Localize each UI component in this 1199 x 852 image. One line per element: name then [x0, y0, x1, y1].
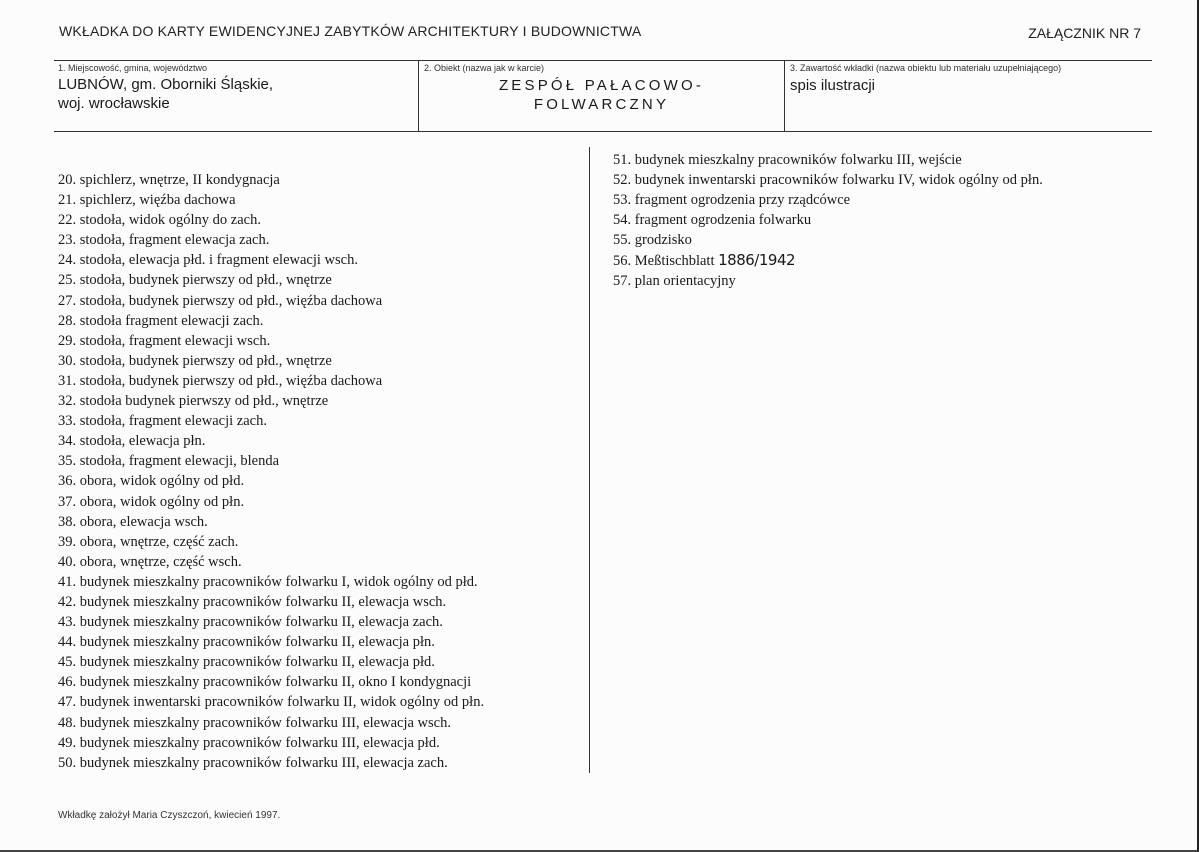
list-item: 23. stodoła, fragment elewacja zach. [58, 232, 270, 249]
column-divider [589, 147, 590, 773]
list-item: 44. budynek mieszkalny pracowników folwarku II, elewacja płn. [58, 634, 435, 651]
list-item: 25. stodoła, budynek pierwszy od płd., wnętrze [58, 272, 332, 289]
list-item: 36. obora, widok ogólny od płd. [58, 473, 245, 490]
object-line2: FOLWARCZNY [533, 96, 670, 113]
list-item [613, 150, 1043, 170]
contents-caption: 3. Zawartość wkładki (nazwa obiektu lub materiału uzupełniającego) [790, 63, 1062, 73]
list-item: 27. stodoła, budynek pierwszy od płd., więźba dachowa [58, 292, 383, 309]
list-item: 43. budynek mieszkalny pracowników folwarku II, elewacja zach. [58, 614, 443, 631]
list-item: 46. budynek mieszkalny pracowników folwarku II, okno I kondygnacji [58, 674, 472, 691]
list-item-text: 53. fragment ogrodzenia przy rządcówce [613, 192, 851, 209]
list-item: 45. budynek mieszkalny pracowników folwarku II, elewacja płd. [58, 654, 435, 671]
list-item: 37. obora, widok ogólny od płn. [58, 493, 245, 510]
list-item [613, 271, 1043, 291]
list-item: 21. spichlerz, więźba dachowa [58, 192, 236, 209]
list-item: 32. stodoła budynek pierwszy od płd., wnętrze [58, 393, 329, 410]
list-item: 50. budynek mieszkalny pracowników folwarku III, elewacja zach. [58, 754, 448, 771]
list-item-text: 57. plan orientacyjny [613, 272, 736, 289]
list-item [613, 250, 1043, 270]
list-item: 35. stodoła, fragment elewacji, blenda [58, 453, 280, 470]
list-item [613, 230, 1043, 250]
illustration-list-left [58, 170, 484, 773]
list-item: 42. budynek mieszkalny pracowników folwarku II, elewacja wsch. [58, 593, 447, 610]
location-caption: 1. Miejscowość, gmina, województwo [58, 63, 208, 73]
list-item: 38. obora, elewacja wsch. [58, 513, 208, 530]
list-item-text: 51. budynek mieszkalny pracowników folwarku III, wejście [613, 152, 962, 168]
attachment-number: ZAŁĄCZNIK NR 7 [1028, 25, 1141, 41]
list-item: 49. budynek mieszkalny pracowników folwarku III, elewacja płd. [58, 734, 440, 751]
location-line2: woj. wrocławskie [58, 95, 170, 112]
list-item: 41. budynek mieszkalny pracowników folwarku I, widok ogólny od płd. [58, 573, 478, 590]
list-item: 40. obora, wnętrze, część wsch. [58, 553, 242, 570]
list-item: 24. stodoła, elewacja płd. i fragment elewacji wsch. [58, 252, 358, 269]
location-line1: LUBNÓW, gm. Oborniki Śląskie, [58, 76, 274, 93]
object-line1: ZESPÓŁ PAŁACOWO- [498, 77, 705, 94]
list-item: 22. stodoła, widok ogólny do zach. [58, 212, 261, 229]
list-item-text: 55. grodzisko [613, 232, 692, 249]
contents-line1: spis ilustracji [790, 77, 876, 94]
object-caption: 2. Obiekt (nazwa jak w karcie) [424, 63, 545, 73]
footer-note: Wkładkę założył Maria Czyszczoń, kwiecień 1997. [58, 810, 281, 821]
list-item-text: 52. budynek inwentarski pracowników folwarku IV, widok ogólny od płn. [613, 172, 1043, 189]
contents-field [784, 61, 1152, 131]
list-item: 48. budynek mieszkalny pracowników folwarku III, elewacja wsch. [58, 714, 451, 731]
list-item-text: 54. fragment ogrodzenia folwarku [613, 212, 812, 229]
list-item: 29. stodoła, fragment elewacji wsch. [58, 332, 271, 349]
list-item: 34. stodoła, elewacja płn. [58, 433, 206, 450]
list-item [613, 170, 1043, 190]
list-item-text: 56. Meßtischblatt [613, 253, 719, 270]
handwritten-annotation: 1886/1942 [718, 251, 796, 270]
location-field [54, 61, 418, 131]
list-item: 47. budynek inwentarski pracowników folwarku II, widok ogólny od płn. [58, 694, 485, 711]
list-item: 31. stodoła, budynek pierwszy od płd., więźba dachowa [58, 372, 383, 389]
header-fields [54, 60, 1152, 132]
list-item: 20. spichlerz, wnętrze, II kondygnacja [58, 172, 280, 188]
list-item: 28. stodoła fragment elewacji zach. [58, 312, 264, 329]
illustration-list-right [613, 150, 1043, 291]
list-item: 30. stodoła, budynek pierwszy od płd., wnętrze [58, 352, 332, 369]
list-item [613, 210, 1043, 230]
object-field [418, 61, 784, 131]
list-item [613, 190, 1043, 210]
document-title: WKŁADKA DO KARTY EWIDENCYJNEJ ZABYTKÓW ARCHITEKTURY I BUDOWNICTWA [59, 23, 642, 39]
list-item: 33. stodoła, fragment elewacji zach. [58, 413, 267, 430]
list-item: 39. obora, wnętrze, część zach. [58, 533, 239, 550]
